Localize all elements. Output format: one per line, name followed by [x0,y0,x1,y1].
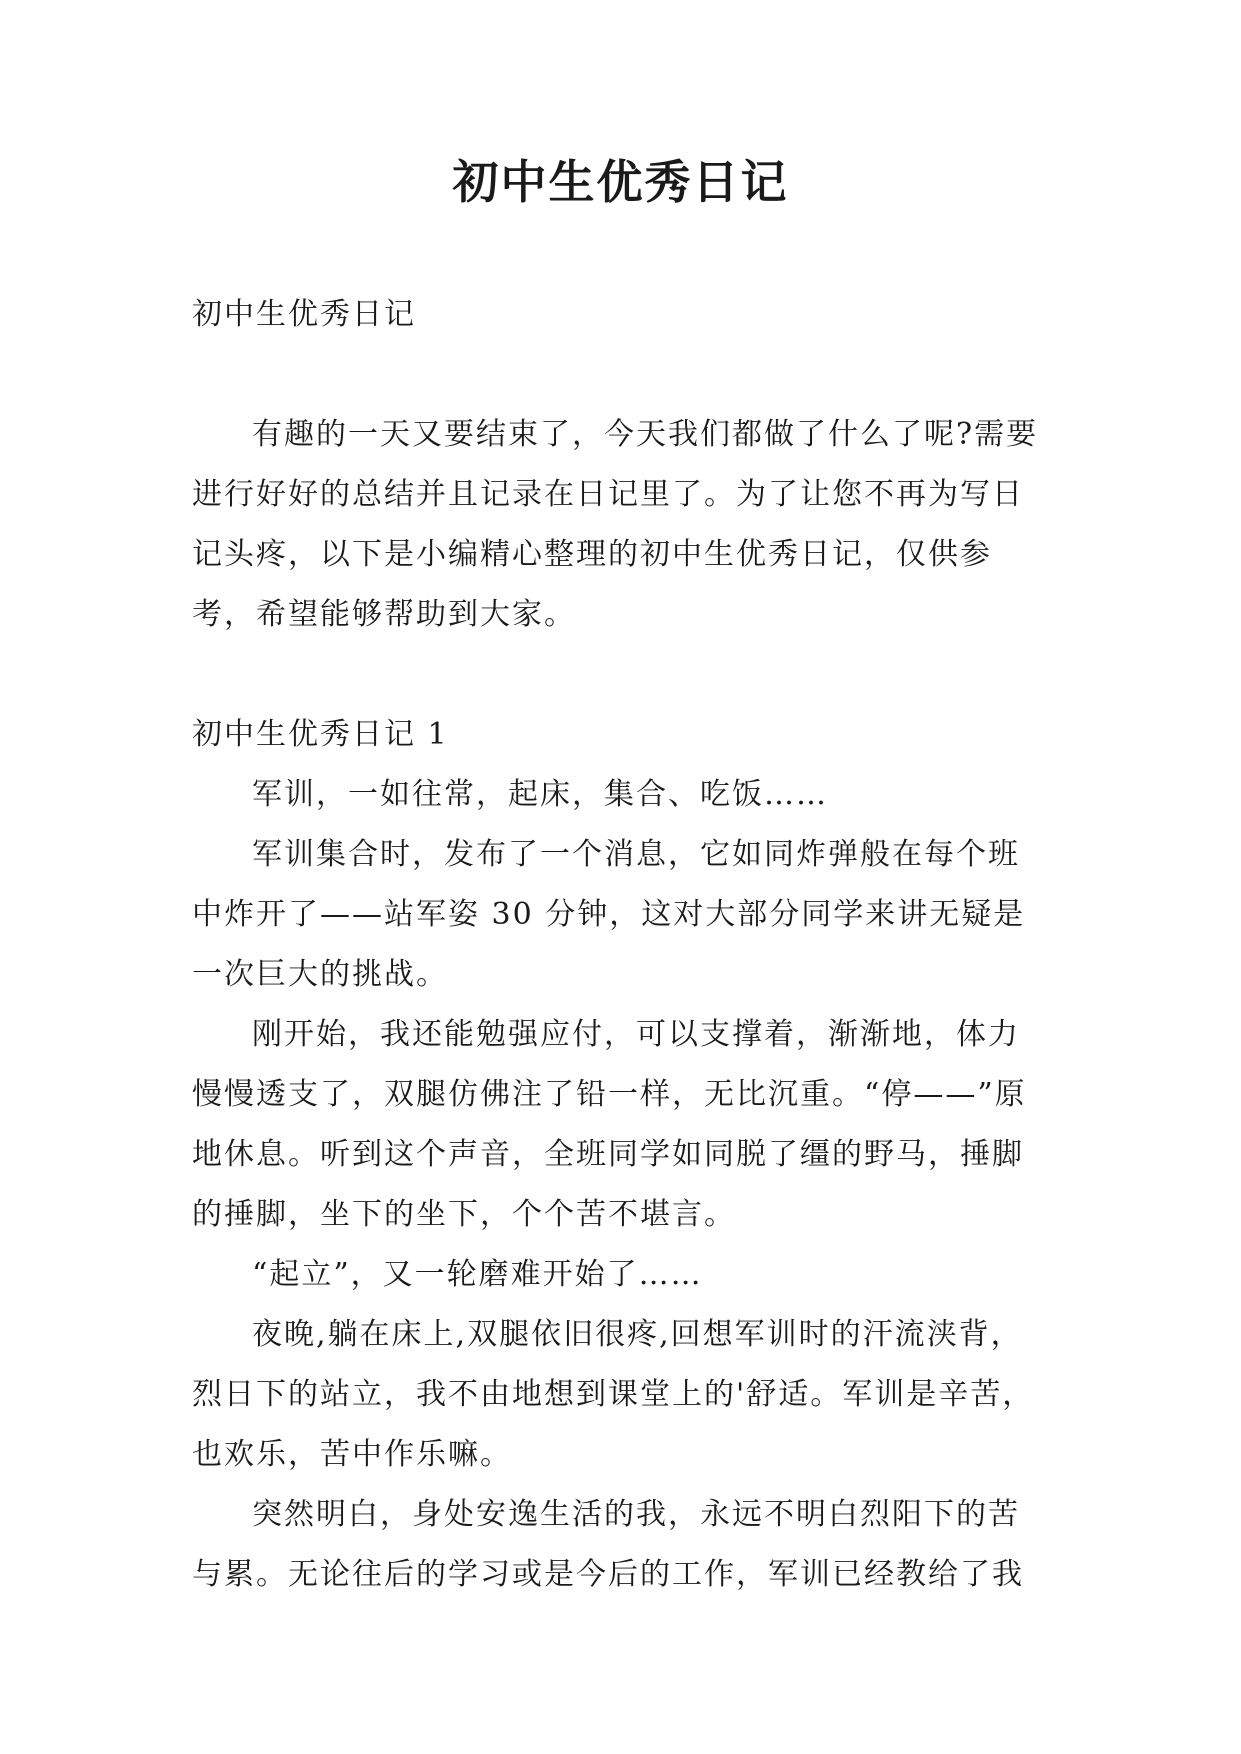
document-title: 初中生优秀日记 [452,155,789,209]
paragraph: 军训，一如往常，起床，集合、吃饭…… [252,777,828,812]
paragraph: 夜晚,躺在床上,双腿依旧很疼,回想军训时的汗流浃背，烈日下的站立，我不由地想到课堂上的'舒适。军训是辛苦，也欢乐，苦中作乐嘛。 [192,1317,1035,1472]
paragraph: 突然明白，身处安逸生活的我，永远不明白烈阳下的苦与累。无论往后的学习或是今后的工作，军训已经教给了我 [192,1497,1024,1592]
paragraph: “起立”，又一轮磨难开始了…… [252,1257,703,1292]
document-body [192,285,1050,1605]
paragraph: 军训集合时，发布了一个消息，它如同炸弹般在每个班中炸开了——站军姿 30 分钟，这对大部分同学来讲无疑是一次巨大的挑战。 [192,837,1026,992]
section-heading: 初中生优秀日记 1 [192,717,449,752]
intro-paragraph: 有趣的一天又要结束了，今天我们都做了什么了呢?需要进行好好的总结并且记录在日记里了。为了让您不再为写日记头疼，以下是小编精心整理的初中生优秀日记，仅供参考，希望能够帮助到大家。 [192,417,1039,632]
paragraph: 刚开始，我还能勉强应付，可以支撑着，渐渐地，体力慢慢透支了，双腿仿佛注了铅一样，无比沉重。“停——”原地休息。听到这个声音，全班同学如同脱了缰的野马，捶脚的捶脚，坐下的坐下，个个苦不堪言。 [192,1017,1027,1232]
subtitle: 初中生优秀日记 [192,297,416,332]
